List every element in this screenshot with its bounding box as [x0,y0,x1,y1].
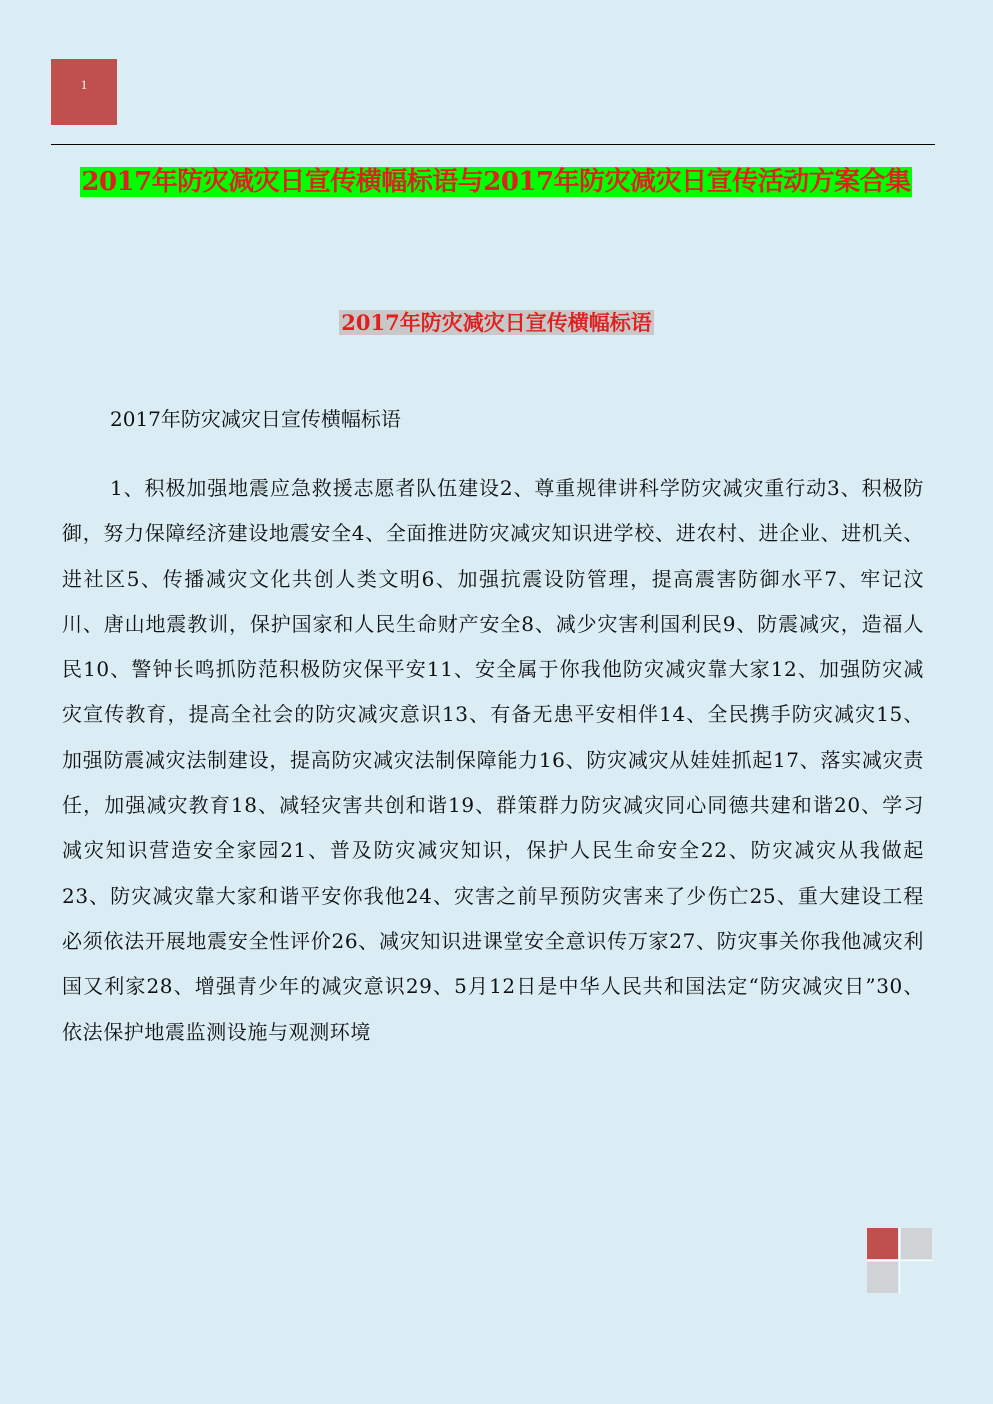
section-heading [0,306,993,340]
corner-divider-vertical [899,1228,900,1294]
page-number: 1 [80,77,88,92]
slogan-paragraph: 1、积极加强地震应急救援志愿者队伍建设2、尊重规律讲科学防灾减灾重行动3、积极防御，努力保障经济建设地震安全4、全面推进防灾减灾知识进学校、进农村、进企业、进机关、进社区5、传播减灾文化共创人类文明6、加强抗震设防管理，提高震害防御水平7、牢记汶川、唐山地震教训，保护国家和人民生命财产安全8、减少灾害利国利民9、防震减灾，造福人民10、警钟长鸣抓防范积极防灾保平安11、安全属于你我他防灾减灾靠大家12、加强防灾减灾宣传教育，提高全社会的防灾减灾意识13、有备无患平安相伴14、全民携手防灾减灾15、加强防震减灾法制建设，提高防灾减灾法制保障能力16、防灾减灾从娃娃抓起17、落实减灾责任，加强减灾教育18、减轻灾害共创和谐19、群策群力防灾减灾同心同德共建和谐20、学习减灾知识营造安全家园21、普及防灾减灾知识，保护人民生命安全22、防灾减灾从我做起23、防灾减灾靠大家和谐平安你我他24、灾害之前早预防灾害来了少伤亡25、重大建设工程必须依法开展地震安全性评价26、减灾知识进课堂安全意识传万家27、防灾事关你我他减灾利国又利家28、增强青少年的减灾意识29、5月12日是中华人民共和国法定“防灾减灾日”30、依法保护地震监测设施与观测环境 [62,476,924,1044]
section-heading-text: 2017年防灾减灾日宣传横幅标语 [341,310,652,335]
corner-decoration [867,1228,933,1294]
document-title-text: 2017年防灾减灾日宣传横幅标语与2017年防灾减灾日宣传活动方案合集 [81,167,911,197]
corner-square-gray [901,1228,932,1259]
corner-divider-horizontal [867,1260,933,1261]
header-divider [51,144,935,145]
document-title [63,164,929,200]
paragraph-heading: 2017年防灾减灾日宣传横幅标语 [110,407,401,431]
page-number-badge [51,59,117,125]
corner-square-red [867,1228,898,1259]
corner-square-gray [867,1262,898,1293]
